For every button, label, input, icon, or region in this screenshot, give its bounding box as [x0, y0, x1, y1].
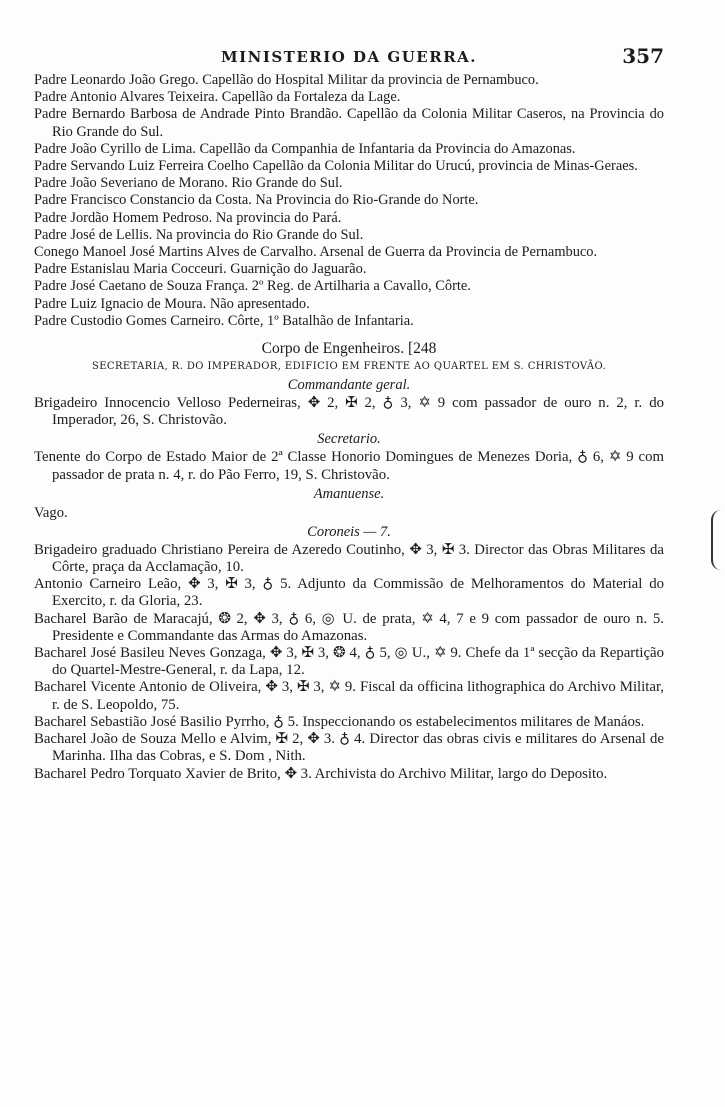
list-item: Padre Antonio Alvares Teixeira. Capellão da Fortaleza da Lage.: [34, 89, 401, 106]
list-item: Conego Manoel José Martins Alves de Carvalho. Arsenal de Guerra da Provincia de Pernambuco.: [34, 244, 598, 261]
section-title: Corpo de Engenheiros. [248: [261, 340, 437, 358]
list-item: Bacharel Barão de Maracajú, ❂ 2, ✥ 3, ♁ 6, ◎ U. de prata, ✡ 4, 7 e 9 com passador de ouro n. 5. Presidente e Commandante das Armas do Amazonas.: [34, 610, 664, 644]
page-number: 357: [622, 44, 664, 68]
list-item: Padre João Cyrillo de Lima. Capellão da Companhia de Infantaria da Provincia do Amazonas.: [34, 140, 576, 157]
amanuense-entry: Vago.: [34, 504, 68, 521]
page-body: [34, 72, 664, 783]
running-title: MINISTERIO DA GUERRA.: [220, 48, 478, 66]
engineers-section: [34, 375, 664, 783]
list-item: Brigadeiro graduado Christiano Pereira de Azeredo Coutinho, ✥ 3, ✠ 3. Director das Obras Militares da Côrte, praça da Acclamação, 10.: [34, 541, 664, 576]
list-item: Bacharel Sebastião José Basilio Pyrrho, ♁ 5. Inspeccionando os estabelecimentos militares de Manáos.: [34, 713, 645, 730]
amanuense-heading: Amanuense.: [313, 485, 385, 502]
list-item: Bacharel Vicente Antonio de Oliveira, ✥ 3, ✠ 3, ✡ 9. Fiscal da officina lithographica do Archivo Militar, r. de S. Leopoldo, 75.: [34, 679, 664, 713]
binding-edge-mark: [711, 510, 723, 570]
list-item: Padre Francisco Constancio da Costa. Na Provincia do Rio-Grande do Norte.: [34, 192, 479, 209]
commandant-entry: Brigadeiro Innocencio Velloso Pederneiras, ✥ 2, ✠ 2, ♁ 3, ✡ 9 com passador de ouro n. 2, r. do Imperador, 26, S. Christovão.: [34, 395, 664, 429]
chaplains-list: [34, 72, 664, 330]
commandant-heading: Commandante geral.: [287, 377, 411, 394]
list-item: Antonio Carneiro Leão, ✥ 3, ✠ 3, ♁ 5. Adjunto da Commissão de Melhoramentos do Material do Exercito, r. da Gloria, 23.: [34, 576, 664, 610]
list-item: Padre Custodio Gomes Carneiro. Côrte, 1º Batalhão de Infantaria.: [34, 312, 414, 329]
list-item: Bacharel Pedro Torquato Xavier de Brito, ✥ 3. Archivista do Archivo Militar, largo do Deposito.: [34, 765, 608, 782]
list-item: Padre Bernardo Barbosa de Andrade Pinto Brandão. Capellão da Colonia Militar Caseros, na Provincia do Rio Grande do Sul.: [34, 106, 664, 140]
list-item: Padre Luiz Ignacio de Moura. Não apresentado.: [34, 295, 310, 312]
list-item: Padre José Caetano de Souza França. 2º Reg. de Artilharia a Cavallo, Côrte.: [34, 278, 471, 295]
secretary-heading: Secretario.: [317, 431, 381, 448]
list-item: Padre Servando Luiz Ferreira Coelho Capellão da Colonia Militar do Urucú, provincia de Minas-Geraes.: [34, 158, 638, 175]
colonels-heading: Coroneis — 7.: [307, 523, 391, 540]
list-item: Padre José de Lellis. Na provincia do Rio Grande do Sul.: [34, 226, 364, 243]
section-address: SECRETARIA, R. DO IMPERADOR, EDIFICIO EM FRENTE AO QUARTEL EM S. CHRISTOVÃO.: [91, 361, 607, 373]
list-item: Bacharel João de Souza Mello e Alvim, ✠ 2, ✥ 3. ♁ 4. Director das obras civis e militares do Arsenal de Marinha. Ilha das Cobras, e S. Dom , Nith.: [34, 731, 664, 765]
secretary-entry: Tenente do Corpo de Estado Maior de 2ª Classe Honorio Domingues de Menezes Doria, ♁ 6, ✡ 9 com passador de prata n. 4, r. do Pão Ferro, 19, S. Christovão.: [34, 449, 664, 483]
list-item: Padre João Severiano de Morano. Rio Grande do Sul.: [34, 175, 343, 192]
list-item: Padre Leonardo João Grego. Capellão do Hospital Militar da provincia de Pernambuco.: [34, 72, 539, 88]
running-header: [34, 44, 664, 70]
list-item: Padre Jordão Homem Pedroso. Na provincia do Pará.: [34, 209, 342, 226]
list-item: Padre Estanislau Maria Cocceuri. Guarnição do Jaguarão.: [34, 261, 367, 278]
list-item: Bacharel José Basileu Neves Gonzaga, ✥ 3, ✠ 3, ❂ 4, ♁ 5, ◎ U., ✡ 9. Chefe da 1ª secção da Repartição do Quartel-Mestre-General, r. da Lapa, 12.: [34, 645, 664, 679]
